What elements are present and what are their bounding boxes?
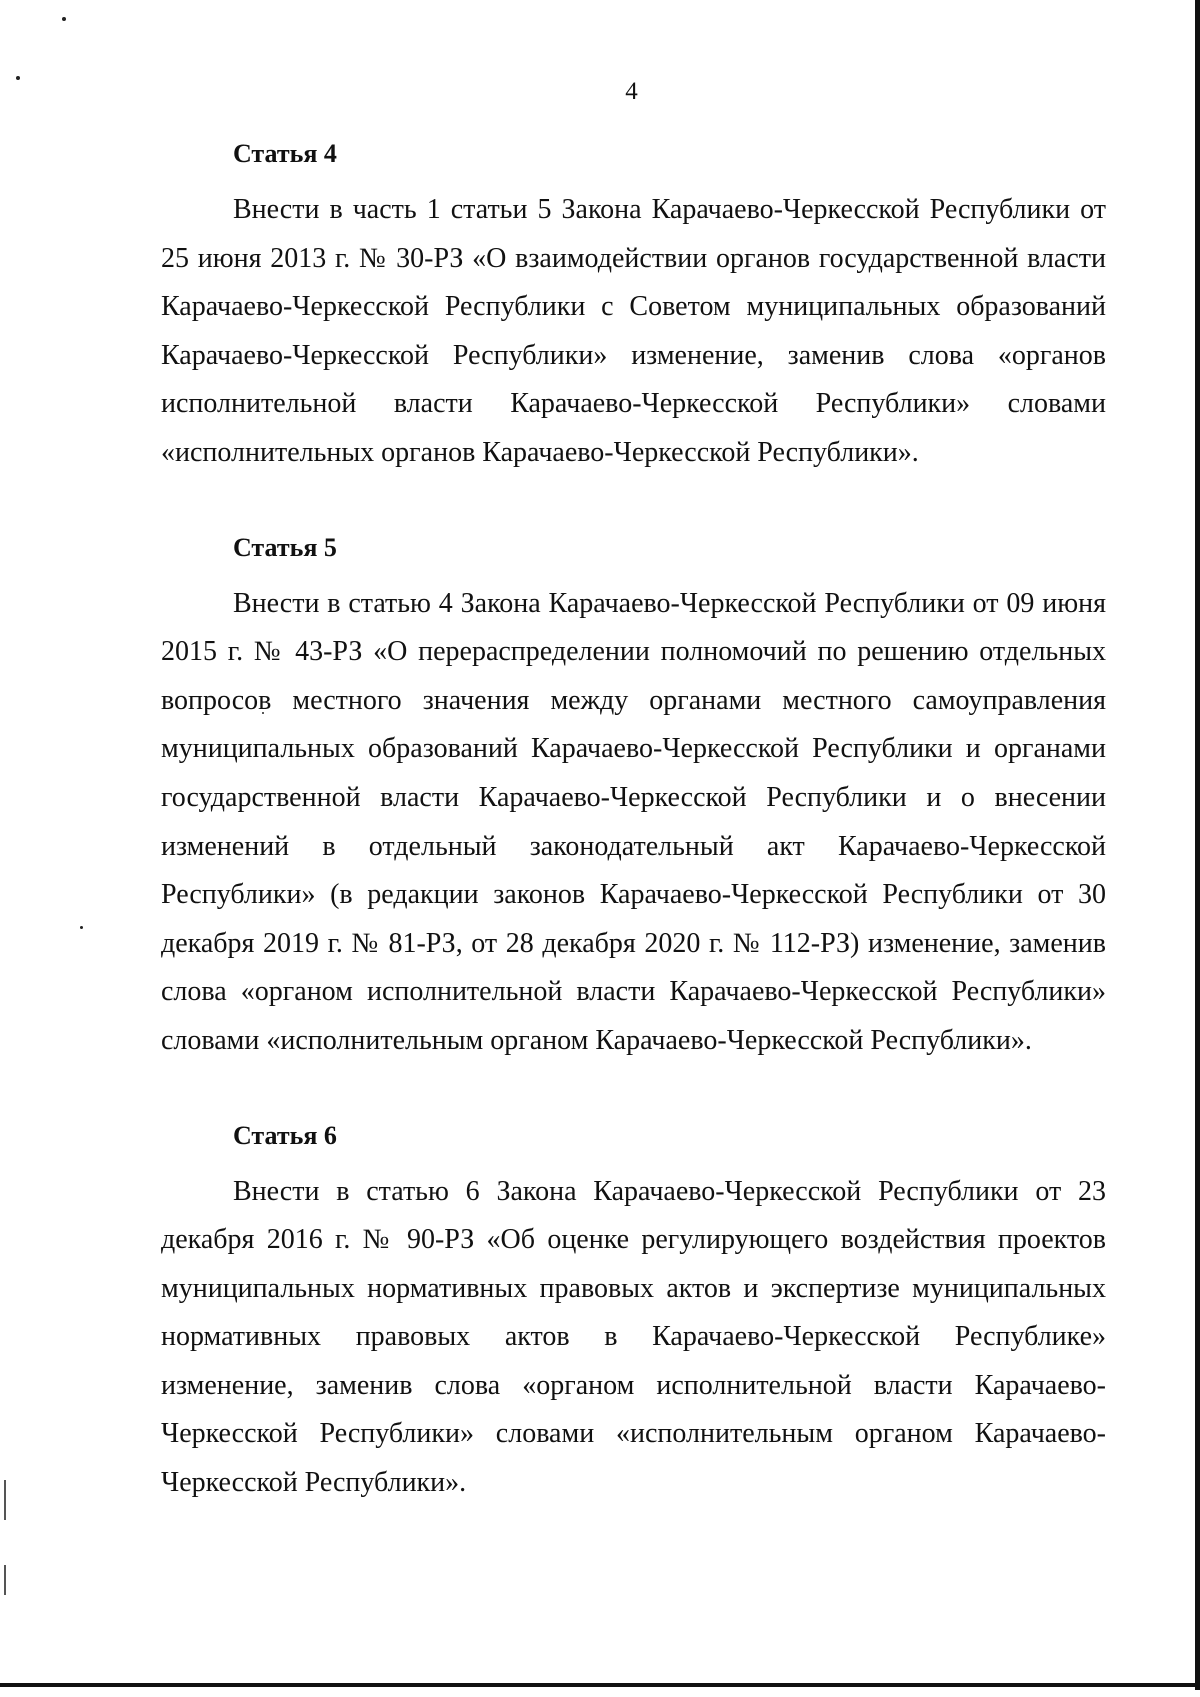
article-heading: Статья 5 [233, 532, 337, 562]
article-5 [161, 524, 1106, 1066]
document-body [161, 130, 1106, 1508]
page-number: 4 [625, 78, 638, 105]
scan-edge-border [1195, 0, 1200, 1690]
article-text: Внести в статью 6 Закона Карачаево-Черкесской Республики от 23 декабря 2016 г. № 90-РЗ «Об оценке регулирующего воздействия проектов муниципальных нормативных правовых актов и экспертизе муниципальных нормативных правовых актов в Карачаево-Черкесской Республике» изменение, заменив слова «органом исполнительной власти Карачаево-Черкесской Республики» словами «исполнительным органом Карачаево-Черкесской Республики». [161, 1175, 1106, 1499]
article-text: Внести в статью 4 Закона Карачаево-Черкесской Республики от 09 июня 2015 г. № 43-РЗ «О перераспределении полномочий по решению отдельных вопросов местного значения между органами местного самоуправления муниципальных образований Карачаево-Черкесской Республики и органами государственной власти Карачаево-Черкесской Республики и о внесении изменений в отдельный законодательный акт Карачаево-Черкесской Республики» (в редакции законов Карачаево-Черкесской Республики от 30 декабря 2019 г. № 81-РЗ, от 28 декабря 2020 г. № 112-РЗ) изменение, заменив слова «органом исполнительной власти Карачаево-Черкесской Республики» словами «исполнительным органом Карачаево-Черкесской Республики». [161, 587, 1106, 1056]
article-text: Внести в часть 1 статьи 5 Закона Карачаево-Черкесской Республики от 25 июня 2013 г. № 30-РЗ «О взаимодействии органов государственной власти Карачаево-Черкесской Республики с Советом муниципальных образований Карачаево-Черкесской Республики» изменение, заменив слова «органов исполнительной власти Карачаево-Черкесской Республики» словами «исполнительных органов Карачаево-Черкесской Республики». [161, 194, 1106, 468]
article-heading: Статья 6 [233, 1120, 337, 1150]
scan-edge-mark [4, 1565, 6, 1595]
scan-speck [80, 926, 83, 929]
article-4 [161, 130, 1106, 478]
article-heading: Статья 4 [233, 139, 337, 168]
scan-edge-mark [4, 1480, 6, 1520]
scan-edge-border [0, 1683, 1200, 1687]
scan-speck [62, 17, 66, 21]
article-6 [161, 1112, 1106, 1508]
